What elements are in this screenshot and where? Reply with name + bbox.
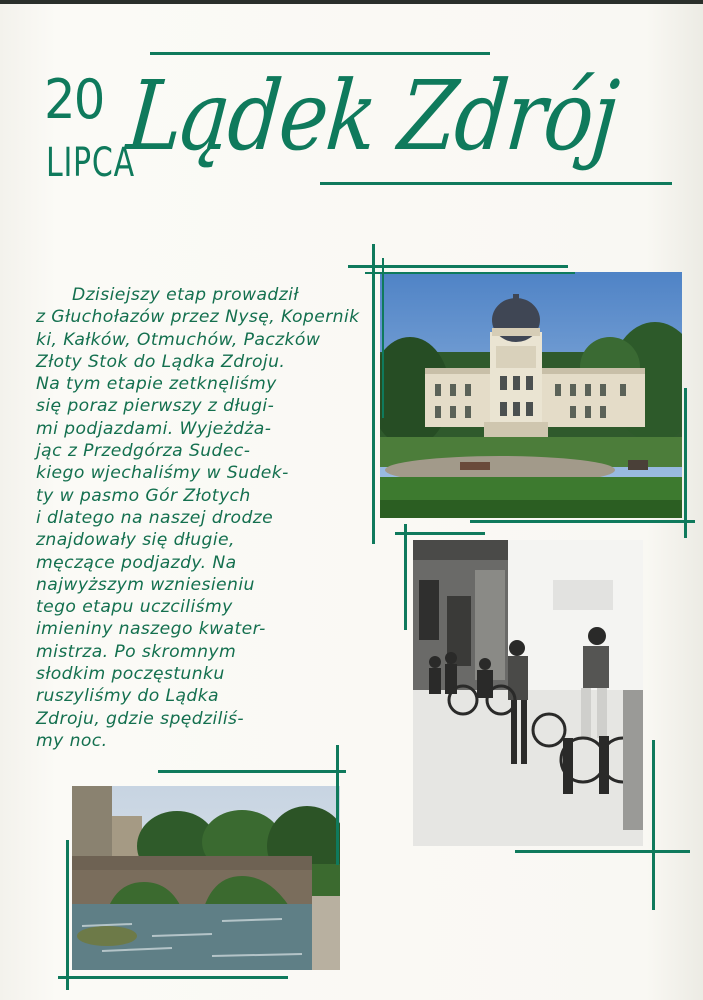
frame-line	[365, 272, 575, 274]
page-top-edge	[0, 0, 703, 4]
text-line: z Głuchołazów przez Nysę, Kopernik	[36, 307, 360, 328]
frame-line	[336, 745, 339, 865]
frame-line	[382, 258, 384, 418]
text-line: jąc z Przedgórza Sudec-	[36, 441, 251, 462]
text-line: znajdowały się długie,	[36, 530, 235, 551]
text-line: Dzisiejszy etap prowadził	[72, 285, 299, 305]
frame-line	[58, 976, 288, 979]
text-line: się poraz pierwszy z długi-	[36, 396, 275, 417]
text-line: ruszyliśmy do Lądka	[36, 686, 219, 707]
frame-line	[515, 850, 690, 853]
text-line: my noc.	[36, 730, 108, 751]
text-line: słodkim poczęstunku	[36, 664, 225, 685]
frame-line	[404, 524, 407, 630]
text-line: tego etapu uczciliśmy	[36, 597, 233, 618]
photo-stone-bridge	[72, 786, 340, 970]
photo-spa-building	[380, 272, 682, 518]
text-line: męczące podjazdy. Na	[36, 552, 237, 573]
frame-line	[652, 740, 655, 910]
text-line: Złoty Stok do Lądka Zdroju.	[36, 351, 286, 372]
text-line: najwyższym wzniesieniu	[36, 574, 255, 595]
date-month: LIPCA	[46, 140, 135, 186]
text-line: ki, Kałków, Otmuchów, Paczków	[36, 329, 321, 350]
text-line: Na tym etapie zetknęliśmy	[36, 374, 277, 395]
frame-line	[372, 244, 375, 544]
photo-cyclists	[413, 540, 643, 846]
text-line: kiego wjechaliśmy w Sudek-	[36, 463, 289, 484]
frame-line	[395, 532, 485, 535]
text-line: ty w pasmo Gór Złotych	[36, 485, 251, 506]
text-line: mi podjazdami. Wyjeżdża-	[36, 418, 272, 439]
page-title: Lądek Zdrój	[122, 60, 622, 172]
journal-text	[36, 284, 396, 752]
frame-line	[684, 388, 687, 538]
frame-line	[348, 265, 568, 268]
title-rule-bottom	[320, 182, 672, 185]
text-line: imieniny naszego kwater-	[36, 619, 266, 640]
text-line: mistrza. Po skromnym	[36, 641, 237, 662]
title-rule-top	[150, 52, 490, 55]
text-line: i dlatego na naszej drodze	[36, 507, 274, 528]
frame-line	[158, 770, 346, 773]
text-line: Zdroju, gdzie spędziliś-	[36, 708, 244, 729]
frame-line	[66, 840, 69, 990]
date-day: 20	[44, 68, 104, 131]
frame-line	[470, 520, 695, 523]
